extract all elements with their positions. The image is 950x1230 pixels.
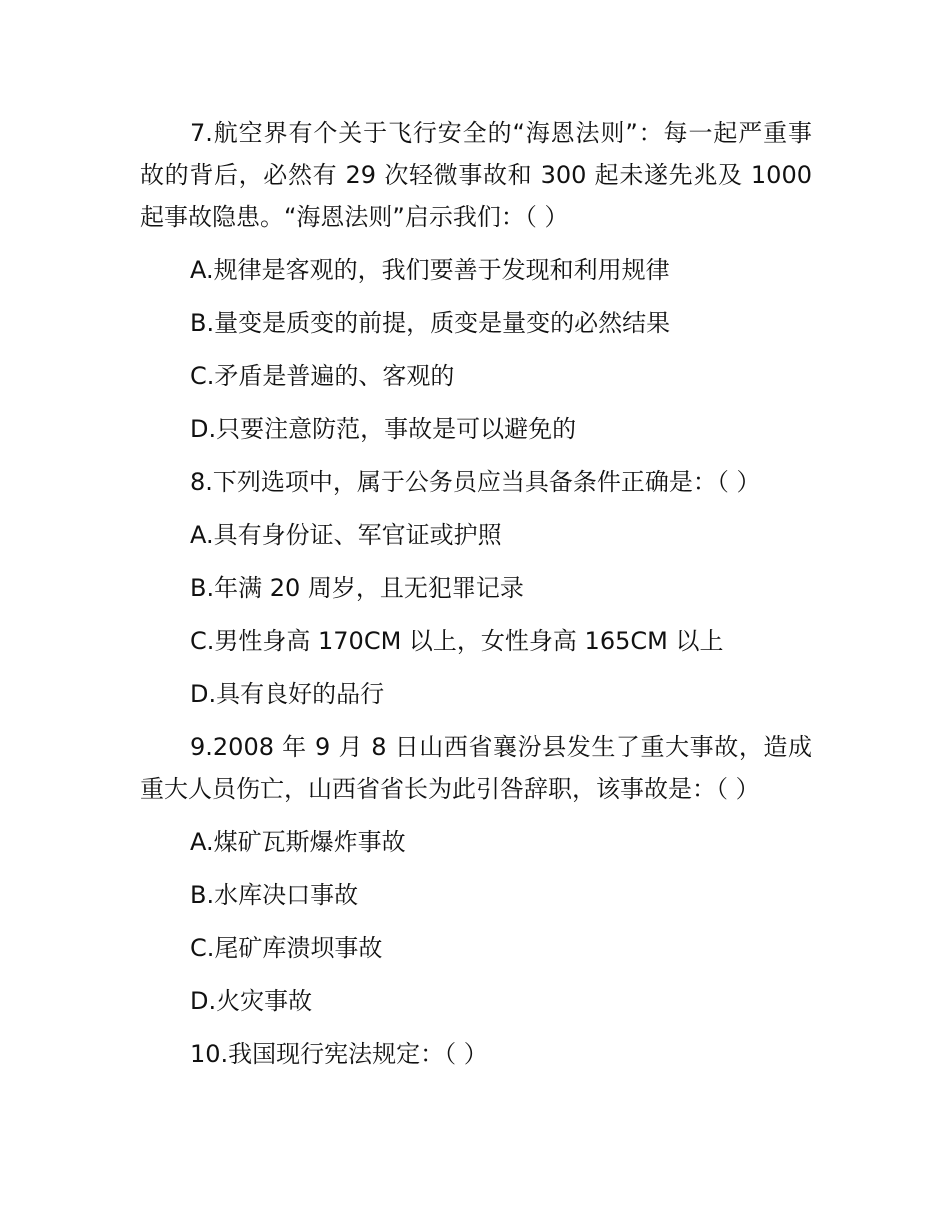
question-9-option-a: A.煤矿瓦斯爆炸事故	[190, 828, 406, 856]
question-8-option-a: A.具有身份证、军官证或护照	[190, 521, 502, 549]
question-9-option-b: B.水库决口事故	[190, 881, 359, 909]
question-10-stem: 10.我国现行宪法规定：（ ）	[190, 1040, 488, 1068]
question-7-stem: 7.航空界有个关于飞行安全的“海恩法则”：每一起严重事故的背后，必然有 29 次轻微事故和 300 起未遂先兆及 1000 起事故隐患。“海恩法则”启示我们：（ ）	[140, 119, 812, 231]
question-7-option-c: C.矛盾是普遍的、客观的	[190, 362, 455, 390]
question-9-option-d: D.火灾事故	[190, 987, 313, 1015]
document-body	[140, 112, 812, 1086]
question-9-option-c: C.尾矿库溃坝事故	[190, 934, 383, 962]
question-8-option-d: D.具有良好的品行	[190, 680, 385, 708]
question-8-stem: 8.下列选项中，属于公务员应当具备条件正确是：（ ）	[190, 468, 761, 496]
question-8-option-b: B.年满 20 周岁，且无犯罪记录	[190, 574, 524, 602]
question-8-option-c: C.男性身高 170CM 以上，女性身高 165CM 以上	[190, 627, 724, 655]
question-7-option-b: B.量变是质变的前提，质变是量变的必然结果	[190, 309, 671, 337]
question-7-option-d: D.只要注意防范，事故是可以避免的	[190, 415, 577, 443]
question-9-stem: 9.2008 年 9 月 8 日山西省襄汾县发生了重大事故，造成重大人员伤亡，山西省省长为此引咎辞职，该事故是：（ ）	[140, 733, 812, 803]
question-7-option-a: A.规律是客观的，我们要善于发现和利用规律	[190, 256, 670, 284]
